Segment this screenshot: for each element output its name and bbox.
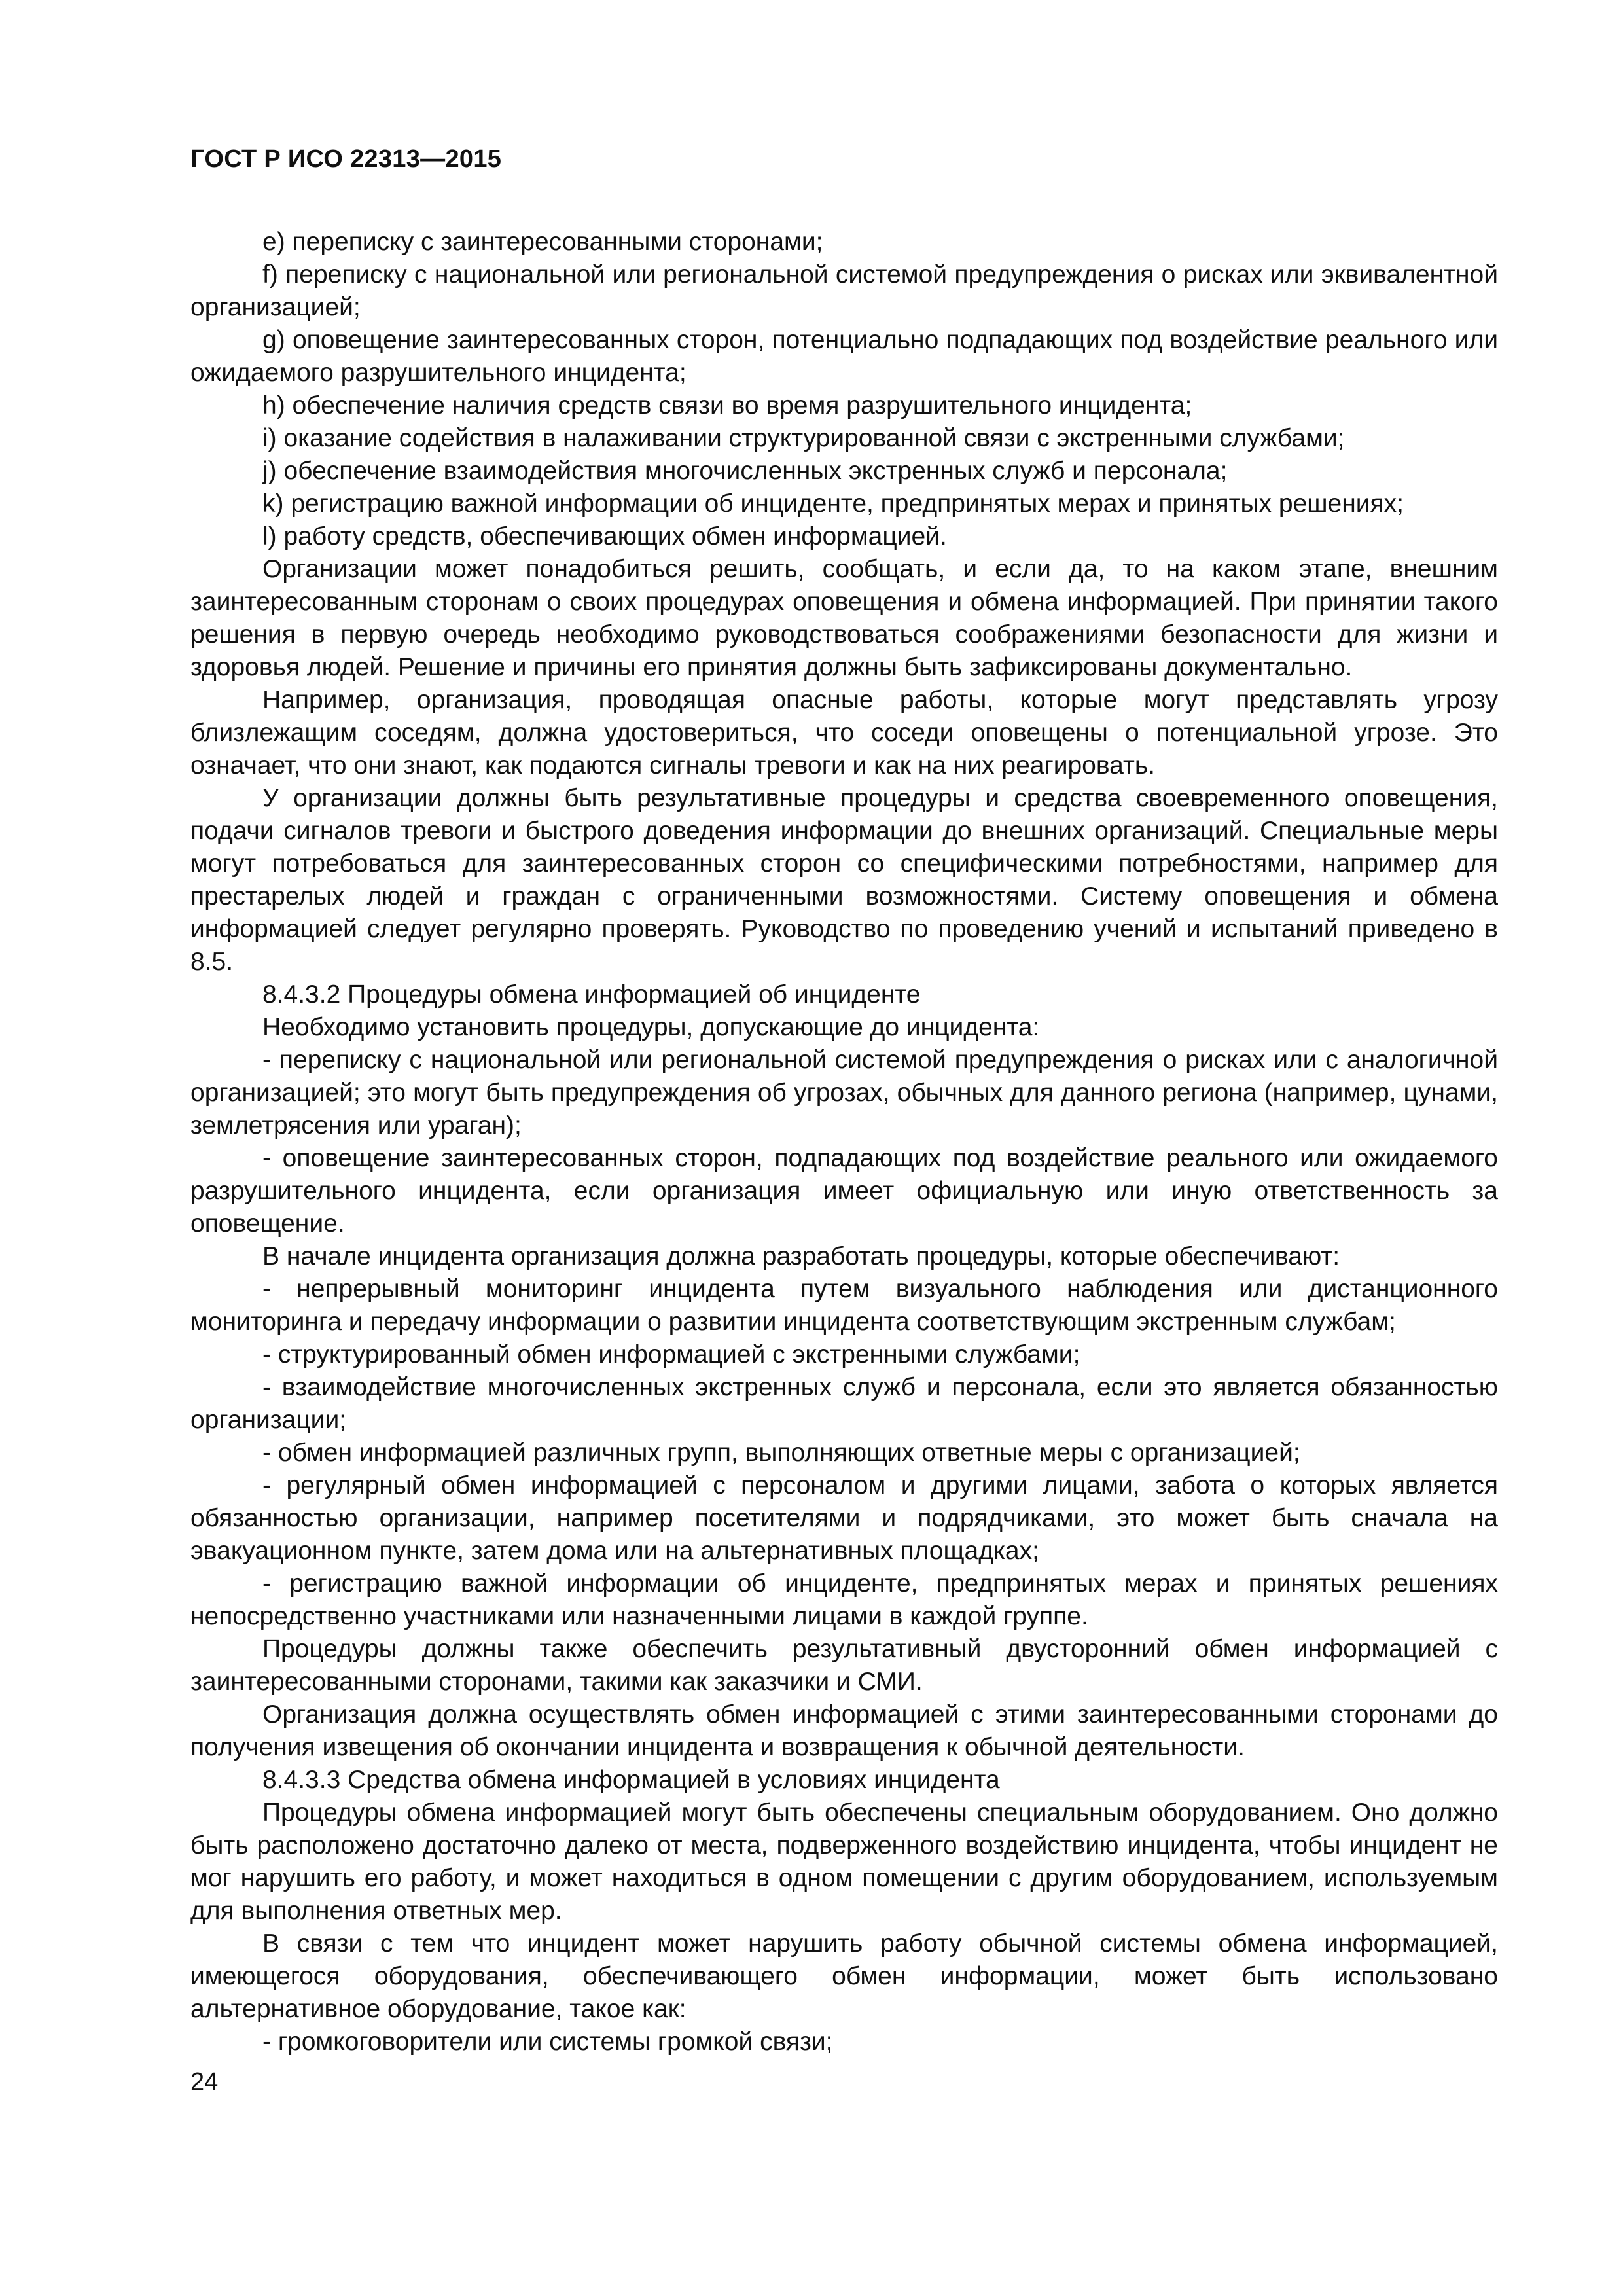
section-heading: 8.4.3.3 Средства обмена информацией в условиях инцидента: [262, 1766, 1000, 1794]
list-item-j: j) обеспечение взаимодействия многочисленных экстренных служб и персонала;: [262, 457, 1228, 485]
list-item-h: h) обеспечение наличия средств связи во время разрушительного инцидента;: [262, 391, 1192, 420]
dash-list-item: - переписку с национальной или региональной системой предупреждения о рисках или с аналогичной организацией; это могут быть предупреждения об угрозах, обычных для данного региона (например, цунами, землетрясения или ураган);: [190, 1046, 1498, 1139]
document-body: [190, 226, 1498, 2058]
document-header: ГОСТ Р ИСО 22313—2015: [190, 145, 502, 173]
list-item-k: k) регистрацию важной информации об инциденте, предпринятых мерах и принятых решениях;: [262, 490, 1404, 518]
dash-list-item: - оповещение заинтересованных сторон, подпадающих под воздействие реального или ожидаемого разрушительного инцидента, если организация имеет официальную или иную ответственность за оповещение.: [190, 1144, 1498, 1238]
paragraph: Процедуры должны также обеспечить результативный двусторонний обмен информацией с заинтересованными сторонами, такими как заказчики и СМИ.: [190, 1635, 1498, 1696]
paragraph: Организации может понадобиться решить, сообщать, и если да, то на каком этапе, внешним заинтересованным сторонам о своих процедурах оповещения и обмена информацией. При принятии такого решения в первую очередь необходимо руководствоваться соображениями безопасности для жизни и здоровья людей. Решение и причины его принятия должны быть зафиксированы документально.: [190, 555, 1498, 681]
paragraph: Процедуры обмена информацией могут быть обеспечены специальным оборудованием. Оно должно быть расположено достаточно далеко от места, подверженного воздействию инцидента, чтобы инцидент не мог нарушить его работу, и может находиться в одном помещении с другим оборудованием, используемым для выполнения ответных мер.: [190, 1799, 1498, 1925]
dash-list-item: - обмен информацией различных групп, выполняющих ответные меры с организацией;: [262, 1439, 1300, 1467]
dash-list-item: - громкоговорители или системы громкой связи;: [262, 2028, 833, 2056]
paragraph: У организации должны быть результативные процедуры и средства своевременного оповещения, подачи сигналов тревоги и быстрого доведения информации до внешних организаций. Специальные меры могут потребоваться для заинтересованных сторон со специфическими потребностями, например для престарелых людей и граждан с ограниченными возможностями. Систему оповещения и обмена информацией следует регулярно проверять. Руководство по проведению учений и испытаний приведено в 8.5.: [190, 784, 1498, 976]
dash-list-item: - структурированный обмен информацией с экстренными службами;: [262, 1340, 1080, 1369]
dash-list-item: - регулярный обмен информацией с персоналом и другими лицами, забота о которых является обязанностью организации, например посетителями и подрядчиками, это может быть сначала на эвакуационном пункте, затем дома или на альтернативных площадках;: [190, 1471, 1498, 1565]
section-heading: 8.4.3.2 Процедуры обмена информацией об инциденте: [262, 980, 921, 1009]
list-item-g: g) оповещение заинтересованных сторон, потенциально подпадающих под воздействие реального или ожидаемого разрушительного инцидента;: [190, 326, 1498, 387]
dash-list-item: - взаимодействие многочисленных экстренных служб и персонала, если это является обязанностью организации;: [190, 1373, 1498, 1434]
list-item-l: l) работу средств, обеспечивающих обмен информацией.: [262, 522, 947, 550]
dash-list-item: - непрерывный мониторинг инцидента путем визуального наблюдения или дистанционного мониторинга и передачу информации о развитии инцидента соответствующим экстренным службам;: [190, 1275, 1498, 1336]
dash-list-item: - регистрацию важной информации об инциденте, предпринятых мерах и принятых решениях непосредственно участниками или назначенными лицами в каждой группе.: [190, 1570, 1498, 1630]
paragraph: Например, организация, проводящая опасные работы, которые могут представлять угрозу близлежащим соседям, должна удостовериться, что соседи оповещены о потенциальной угрозе. Это означает, что они знают, как подаются сигналы тревоги и как на них реагировать.: [190, 686, 1498, 780]
paragraph: В связи с тем что инцидент может нарушить работу обычной системы обмена информацией, имеющегося оборудования, обеспечивающего обмен информации, может быть использовано альтернативное оборудование, такое как:: [190, 1929, 1498, 2023]
list-item-f: f) переписку с национальной или региональной системой предупреждения о рисках или эквивалентной организацией;: [190, 260, 1498, 321]
paragraph: Необходимо установить процедуры, допускающие до инцидента:: [262, 1013, 1040, 1041]
list-item-i: i) оказание содействия в налаживании структурированной связи с экстренными службами;: [262, 424, 1345, 452]
list-item-e: e) переписку с заинтересованными сторонами;: [262, 228, 823, 256]
paragraph: В начале инцидента организация должна разработать процедуры, которые обеспечивают:: [262, 1242, 1340, 1270]
paragraph: Организация должна осуществлять обмен информацией с этими заинтересованными сторонами до получения извещения об окончании инцидента и возвращения к обычной деятельности.: [190, 1700, 1498, 1761]
page-number: 24: [190, 2068, 219, 2096]
